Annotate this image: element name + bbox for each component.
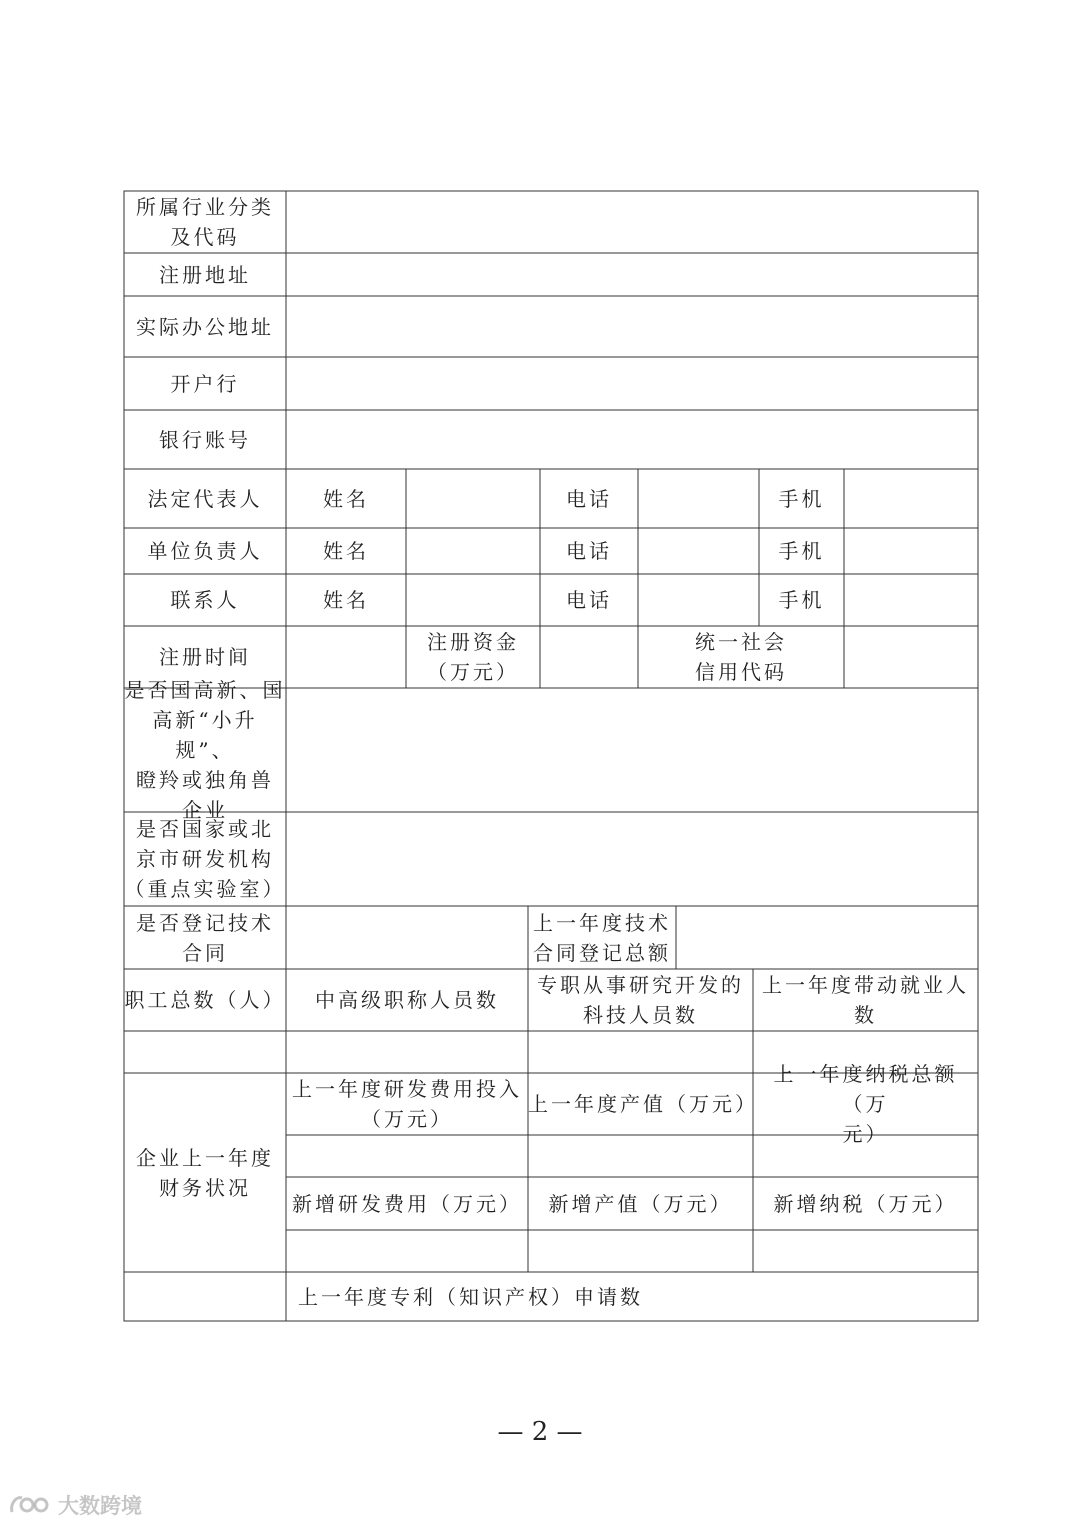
staff-total-label: 职工总数（人） (124, 988, 286, 1012)
credit-code-label: 统一社会 信用代码 (695, 630, 787, 684)
employment-label: 上一年度带动就业人 数 (762, 973, 969, 1027)
mid-senior-label: 中高级职称人员数 (315, 988, 499, 1012)
new-output-label: 新增产值（万元） (548, 1191, 733, 1216)
legal-rep-phone-label: 电话 (566, 486, 612, 511)
contact-phone-label: 电话 (566, 588, 612, 612)
industry-label: 所属行业分类 及代码 (136, 195, 274, 249)
contract-total-label: 上一年度技术 合同登记总额 (533, 910, 671, 965)
tech-contract-label: 是否登记技术 合同 (136, 910, 274, 965)
hightech-label: 是否国高新、国 高新“小升规”、 瞪羚或独角兽 企业 (124, 678, 286, 822)
rd-institution-label: 是否国家或北 京市研发机构 （重点实验室） (124, 817, 286, 901)
new-rd-label: 新增研发费用（万元） (292, 1191, 522, 1216)
contact-mobile-label: 手机 (778, 588, 825, 612)
legal-rep-mobile-label: 手机 (778, 486, 825, 511)
account-label: 银行账号 (159, 427, 251, 452)
legal-rep-name-label: 姓名 (323, 486, 369, 511)
rd-investment-label: 上一年度研发费用投入 （万元） (292, 1077, 522, 1131)
watermark (8, 1490, 142, 1520)
new-tax-label: 新增纳税（万元） (773, 1191, 958, 1216)
reg-capital-label: 注册资金 （万元） (427, 630, 519, 684)
output-value-label: 上一年度产值（万元） (528, 1092, 758, 1116)
reg-address-label: 注册地址 (159, 262, 251, 287)
unit-head-phone-label: 电话 (566, 539, 612, 563)
contact-name-label: 姓名 (323, 588, 369, 612)
page-number: — 2 — (497, 1417, 583, 1447)
contact-label: 联系人 (170, 588, 240, 612)
bank-label: 开户行 (170, 371, 240, 396)
office-address-label: 实际办公地址 (136, 314, 274, 339)
patent-label: 上一年度专利（知识产权）申请数 (298, 1284, 643, 1309)
watermark-text: 大数跨境 (58, 1494, 142, 1518)
tax-total-label: 上一年度纳税总额（万 元） (773, 1062, 958, 1146)
finance-label: 企业上一年度 财务状况 (136, 1145, 274, 1200)
unit-head-mobile-label: 手机 (778, 539, 825, 563)
legal-rep-label: 法定代表人 (147, 486, 263, 511)
unit-head-name-label: 姓名 (323, 539, 369, 563)
rd-staff-label: 专职从事研究开发的 科技人员数 (537, 973, 744, 1027)
unit-head-label: 单位负责人 (147, 539, 263, 563)
reg-time-label: 注册时间 (159, 645, 251, 669)
logo-icon (8, 1492, 52, 1518)
